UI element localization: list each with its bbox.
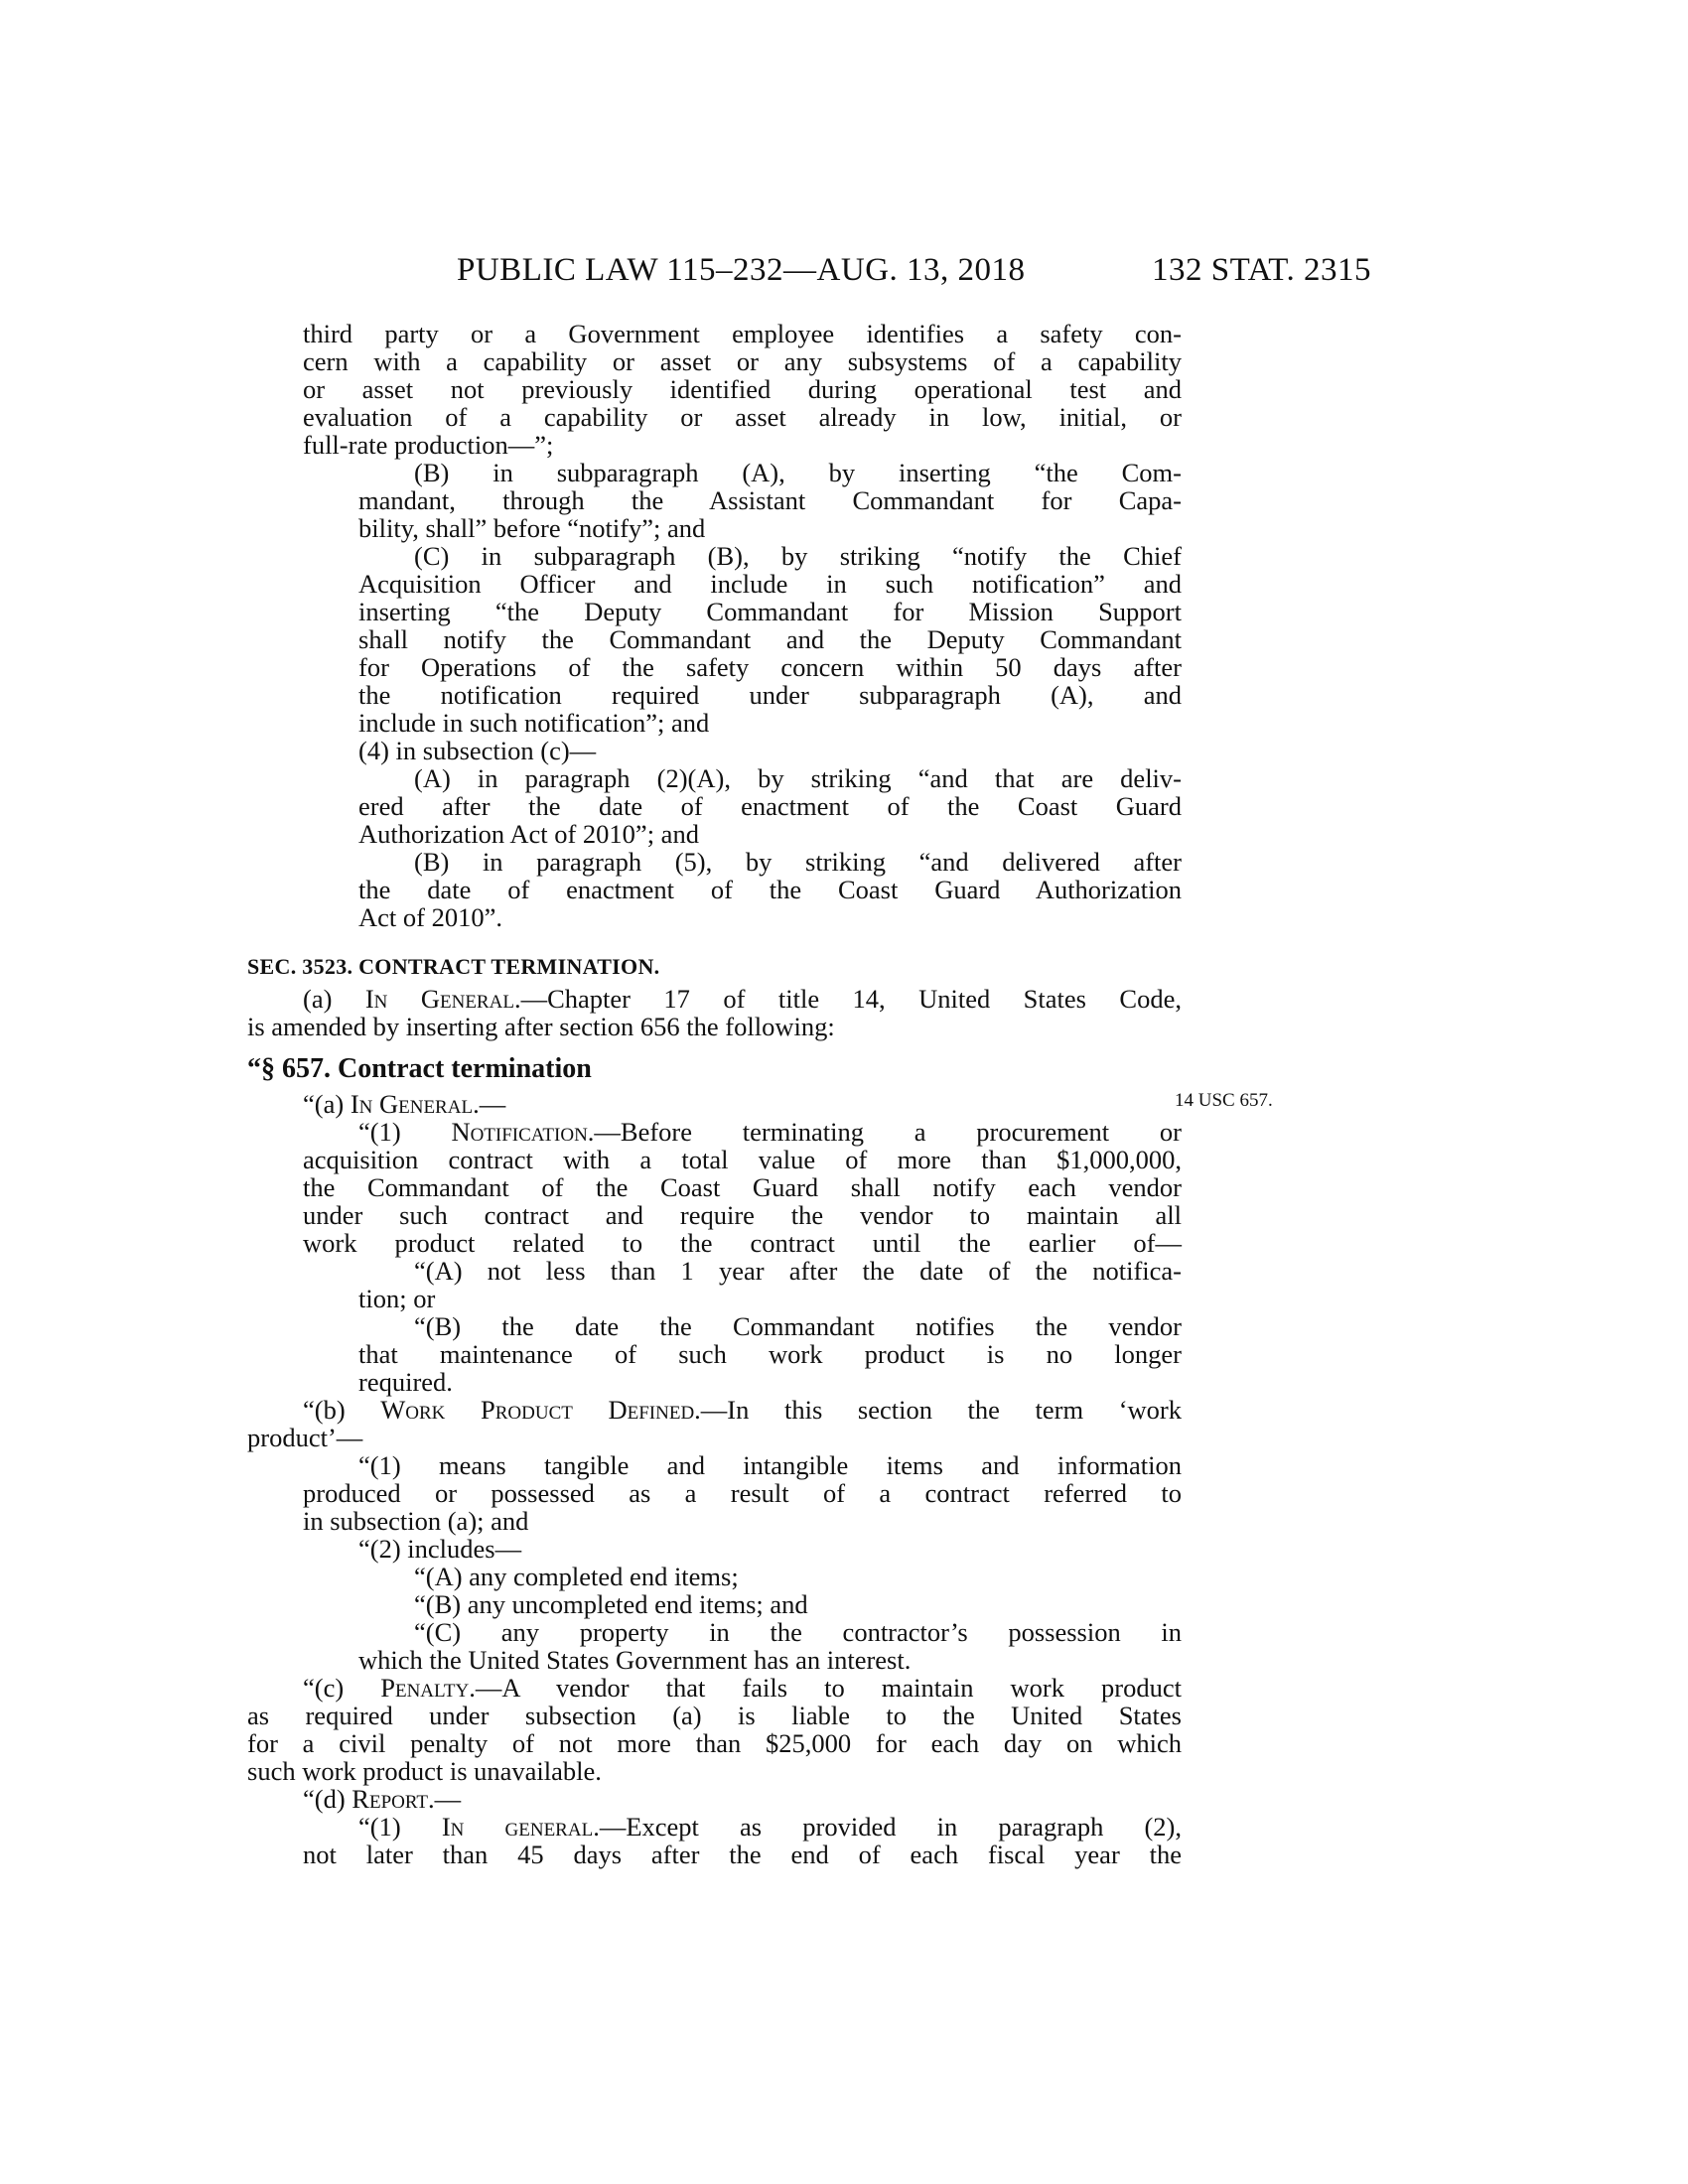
text-line xyxy=(358,1118,1182,1146)
text-run: Report xyxy=(352,1784,429,1814)
text-run: “(d) xyxy=(303,1784,352,1814)
text-line xyxy=(358,1813,1182,1841)
text-line: tion; or xyxy=(358,1284,436,1313)
section-title: “§ 657. Contract termination xyxy=(247,1053,592,1084)
text-line: product’— xyxy=(247,1423,363,1452)
text-line xyxy=(303,1674,1182,1702)
text-line xyxy=(303,1090,1182,1118)
text-run: (a) xyxy=(303,984,365,1014)
text-line: “(B) the date the Commandant notifies the vendor xyxy=(414,1311,1182,1341)
text-line: that maintenance of such work product is no longer xyxy=(358,1339,1182,1369)
text-run: .—A vendor that fails to maintain work product xyxy=(469,1673,1182,1703)
text-line: the notification required under subparagraph (A), and xyxy=(358,680,1182,710)
text-line: third party or a Government employee identifies a safety con- xyxy=(303,319,1182,348)
text-line: full-rate production—”; xyxy=(303,430,554,460)
margin-citation: 14 USC 657. xyxy=(1175,1090,1273,1111)
text-run: In General xyxy=(364,984,514,1014)
text-line: “(1) means tangible and intangible items and information xyxy=(358,1450,1182,1480)
text-run: .— xyxy=(428,1784,462,1814)
text-run: “(a) xyxy=(303,1089,351,1119)
text-line: ered after the date of enactment of the Coast Guard xyxy=(358,791,1182,821)
text-line: “(B) any uncompleted end items; and xyxy=(414,1589,808,1619)
text-line: bility, shall” before “notify”; and xyxy=(358,513,706,543)
text-line: “(A) any completed end items; xyxy=(414,1562,739,1591)
statute-text xyxy=(247,319,1183,1869)
text-line: (A) in paragraph (2)(A), by striking “and that are deliv- xyxy=(414,763,1182,793)
section-heading: SEC. 3523. CONTRACT TERMINATION. xyxy=(247,954,660,979)
text-run: .—Except as provided in paragraph (2), xyxy=(593,1812,1183,1842)
text-line: such work product is unavailable. xyxy=(247,1756,602,1786)
text-run: “(c) xyxy=(303,1673,381,1703)
text-line: for Operations of the safety concern within 50 days after xyxy=(358,652,1182,682)
text-line: inserting “the Deputy Commandant for Mission Support xyxy=(358,597,1182,626)
text-line: as required under subsection (a) is liable to the United States xyxy=(247,1701,1182,1730)
text-line: in subsection (a); and xyxy=(303,1506,529,1536)
text-line: Act of 2010”. xyxy=(358,902,502,932)
text-run: Work Product Defined xyxy=(380,1395,695,1425)
text-run: Penalty xyxy=(380,1673,470,1703)
text-line: which the United States Government has an interest. xyxy=(358,1645,912,1675)
text-line: cern with a capability or asset or any subsystems of a capability xyxy=(303,346,1182,376)
text-run: In general xyxy=(441,1812,594,1842)
text-line: required. xyxy=(358,1367,453,1397)
text-line: shall notify the Commandant and the Deputy Commandant xyxy=(358,624,1182,654)
text-run: .— xyxy=(473,1089,506,1119)
text-line: the date of enactment of the Coast Guard Authorization xyxy=(358,875,1182,904)
text-line: work product related to the contract until the earlier of— xyxy=(303,1228,1182,1258)
text-line: not later than 45 days after the end of each fiscal year the xyxy=(303,1840,1182,1869)
text-line xyxy=(303,1785,1182,1813)
text-line: (C) in subparagraph (B), by striking “notify the Chief xyxy=(414,541,1182,571)
text-line: “(C) any property in the contractor’s possession in xyxy=(414,1617,1182,1647)
text-line: acquisition contract with a total value of more than $1,000,000, xyxy=(303,1145,1182,1174)
text-run: “(1) xyxy=(358,1117,452,1147)
text-line xyxy=(303,1396,1182,1424)
text-line: or asset not previously identified during operational test and xyxy=(303,374,1182,404)
text-run: .—Before terminating a procurement or xyxy=(587,1117,1182,1147)
text-run: “(1) xyxy=(358,1812,442,1842)
text-line: (4) in subsection (c)— xyxy=(358,736,597,765)
text-run: .—In this section the term ‘work xyxy=(694,1395,1182,1425)
text-line: “(A) not less than 1 year after the date of the notifica- xyxy=(414,1256,1182,1286)
text-line: include in such notification”; and xyxy=(358,708,710,738)
text-line: for a civil penalty of not more than $25,000 for each day on which xyxy=(247,1728,1182,1758)
text-line: (B) in paragraph (5), by striking “and delivered after xyxy=(414,847,1182,877)
text-line: mandant, through the Assistant Commandant for Capa- xyxy=(358,485,1182,515)
running-head: PUBLIC LAW 115–232—AUG. 13, 2018 xyxy=(457,252,1026,288)
text-line xyxy=(303,985,1182,1013)
text-line: (B) in subparagraph (A), by inserting “the Com- xyxy=(414,458,1182,487)
text-line: evaluation of a capability or asset already in low, initial, or xyxy=(303,402,1182,432)
text-run: .—Chapter 17 of title 14, United States Code, xyxy=(513,984,1182,1014)
text-line: Acquisition Officer and include in such notification” and xyxy=(358,569,1182,599)
text-line: “(2) includes— xyxy=(358,1534,522,1564)
stat-citation: 132 STAT. 2315 xyxy=(1152,252,1372,288)
text-run: In General xyxy=(350,1089,474,1119)
text-line: Authorization Act of 2010”; and xyxy=(358,819,699,849)
text-run: “(b) xyxy=(303,1395,381,1425)
text-run: Notification xyxy=(451,1117,588,1147)
text-line: produced or possessed as a result of a contract referred to xyxy=(303,1478,1182,1508)
text-line: the Commandant of the Coast Guard shall notify each vendor xyxy=(303,1172,1182,1202)
text-line: is amended by inserting after section 656 the following: xyxy=(247,1012,835,1041)
text-line: under such contract and require the vendor to maintain all xyxy=(303,1200,1182,1230)
